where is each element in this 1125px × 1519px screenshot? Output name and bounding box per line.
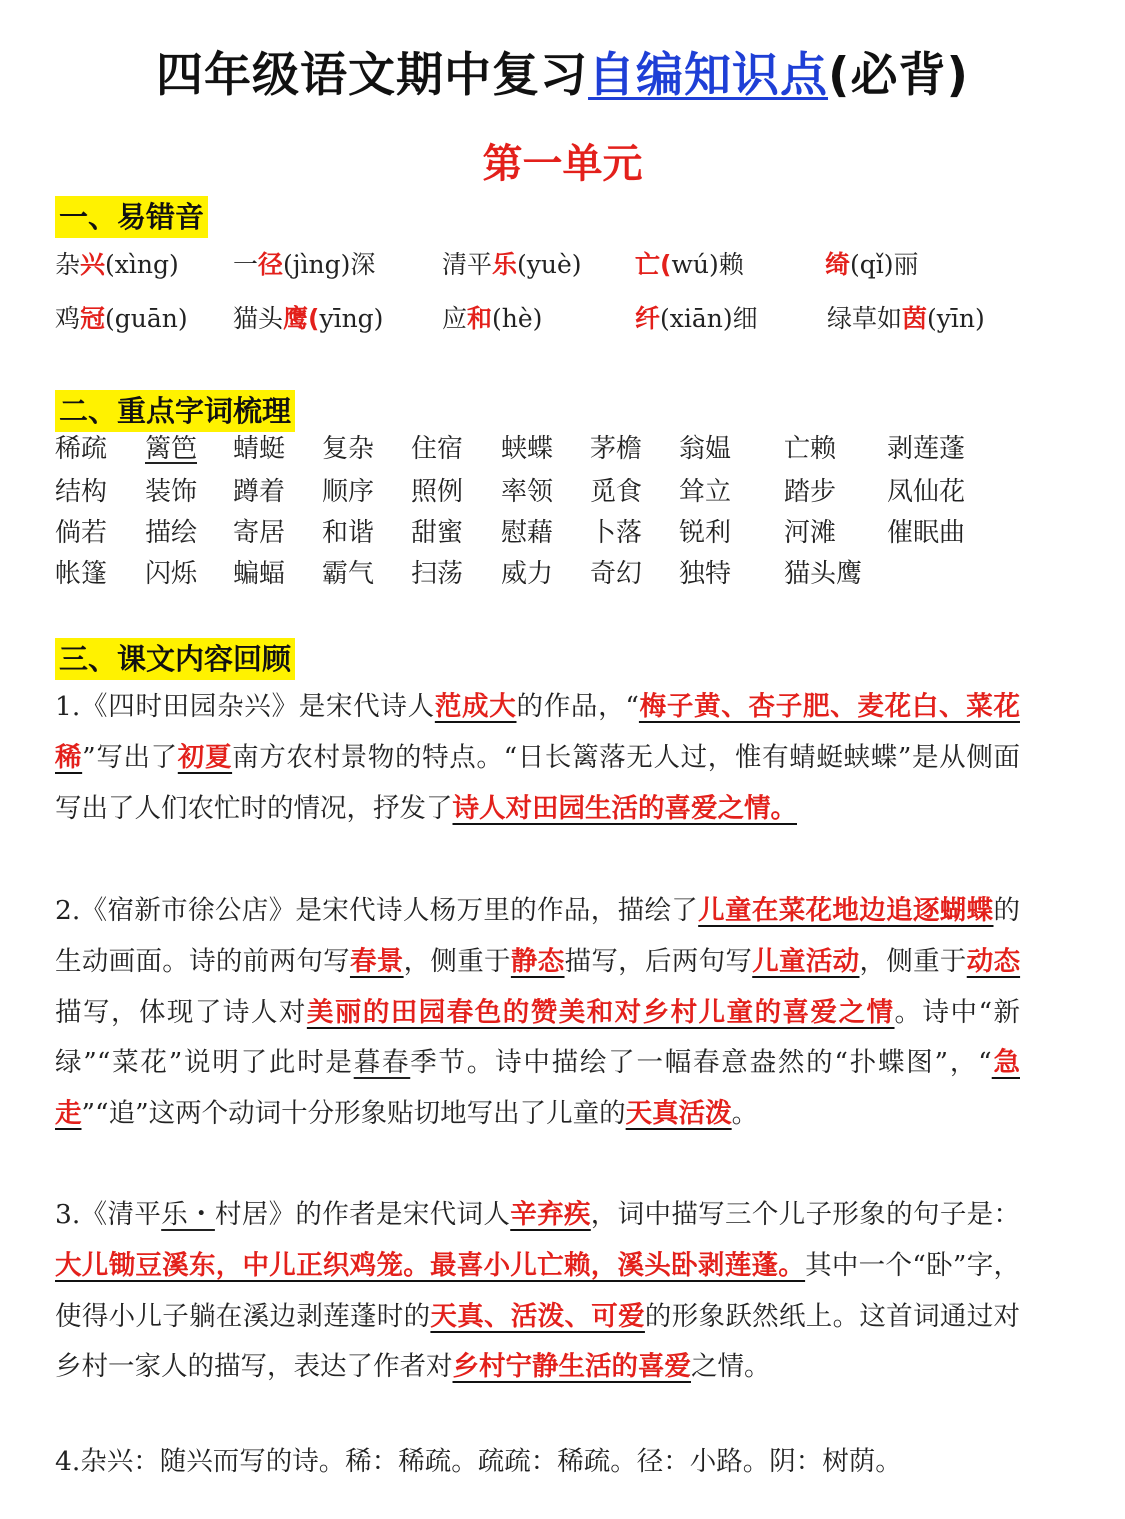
section-heading-review: 三、课文内容回顾 bbox=[55, 638, 295, 680]
vocabulary-word: 霸气 bbox=[322, 559, 375, 589]
vocabulary-word: 凤仙花 bbox=[887, 477, 966, 507]
unit-heading: 第一单元 bbox=[482, 141, 643, 187]
page-title bbox=[0, 38, 1125, 105]
vocabulary-word: 翁媪 bbox=[679, 434, 732, 464]
pronunciation-item: 杂兴(xìng) bbox=[55, 250, 179, 279]
vocabulary-word: 蜻蜓 bbox=[233, 434, 286, 464]
vocabulary-word: 倘若 bbox=[55, 518, 108, 548]
vocabulary-word: 描绘 bbox=[145, 518, 198, 548]
review-paragraph-2: 2.《宿新市徐公店》是宋代诗人杨万里的作品，描绘了儿童在菜花地边追逐蝴蝶的生动画面。诗的前两句写春景，侧重于静态描写，后两句写儿童活动，侧重于动态描写，体现了诗人对美丽的田园春色的赞美和对乡村儿童的喜爱之情。诗中“新绿”“菜花”说明了此时是暮春季节。诗中描绘了一幅春意盎然的“扑蝶图”，“急走”“追”这两个动词十分形象贴切地写出了儿童的天真活泼。 bbox=[55, 895, 1021, 1130]
vocabulary-word: 觅食 bbox=[590, 477, 643, 507]
vocabulary-word: 扫荡 bbox=[411, 559, 464, 589]
pronunciation-item: 清平乐(yuè) bbox=[442, 250, 582, 279]
vocabulary-word: 茅檐 bbox=[590, 434, 643, 464]
pronunciation-item: 猫头鹰(yīng) bbox=[233, 304, 384, 333]
vocabulary-word: 河滩 bbox=[784, 518, 837, 548]
pronunciation-item: 亡(wú)赖 bbox=[635, 250, 744, 279]
vocabulary-word: 稀疏 bbox=[55, 434, 108, 464]
pronunciation-item: 绿草如茵(yīn) bbox=[827, 304, 985, 333]
vocabulary-word: 踏步 bbox=[784, 477, 837, 507]
vocabulary-word: 闪烁 bbox=[145, 559, 198, 589]
vocabulary-word: 蹲着 bbox=[233, 477, 286, 507]
vocabulary-word: 催眠曲 bbox=[887, 518, 966, 548]
vocabulary-word: 率领 bbox=[501, 477, 554, 507]
vocabulary-word: 蛱蝶 bbox=[501, 434, 554, 464]
section-heading-pronunciation: 一、易错音 bbox=[55, 196, 208, 238]
vocabulary-word: 慰藉 bbox=[501, 518, 554, 548]
vocabulary-word: 卜落 bbox=[590, 518, 643, 548]
pronunciation-item: 纤(xiān)细 bbox=[635, 304, 758, 333]
vocabulary-word: 装饰 bbox=[145, 477, 198, 507]
vocabulary-word: 剥莲蓬 bbox=[887, 434, 966, 464]
vocabulary-word: 结构 bbox=[55, 477, 108, 507]
vocabulary-word: 亡赖 bbox=[784, 434, 837, 464]
review-paragraph-3: 3.《清平乐・村居》的作者是宋代词人辛弃疾，词中描写三个儿子形象的句子是：大儿锄豆溪东，中儿正织鸡笼。最喜小儿亡赖，溪头卧剥莲蓬。其中一个“卧”字，使得小儿子躺在溪边剥莲蓬时的天真、活泼、可爱的形象跃然纸上。这首词通过对乡村一家人的描写，表达了作者对乡村宁静生活的喜爱之情。 bbox=[55, 1199, 1021, 1383]
vocabulary-word: 寄居 bbox=[233, 518, 286, 548]
title-main: 四年级语文期中复习 bbox=[156, 48, 589, 103]
vocabulary-word: 照例 bbox=[411, 477, 464, 507]
vocabulary-word: 甜蜜 bbox=[411, 518, 464, 548]
vocabulary-word: 复杂 bbox=[322, 434, 375, 464]
pronunciation-item: 绮(qǐ)丽 bbox=[825, 250, 919, 279]
section-heading-vocabulary: 二、重点字词梳理 bbox=[55, 390, 295, 432]
vocabulary-word: 奇幻 bbox=[590, 559, 643, 589]
vocabulary-word: 蝙蝠 bbox=[233, 559, 286, 589]
title-tail: (必背) bbox=[828, 48, 969, 103]
vocabulary-word: 锐利 bbox=[679, 518, 732, 548]
vocabulary-word: 威力 bbox=[501, 559, 554, 589]
pronunciation-item: 应和(hè) bbox=[442, 304, 543, 333]
vocabulary-word: 耸立 bbox=[679, 477, 732, 507]
vocabulary-word: 篱笆 bbox=[145, 434, 198, 464]
pronunciation-item: 一径(jìng)深 bbox=[233, 250, 376, 279]
review-paragraph-4: 4.杂兴：随兴而写的诗。稀：稀疏。疏疏：稀疏。径：小路。阴：树荫。 bbox=[55, 1446, 902, 1477]
vocabulary-word: 猫头鹰 bbox=[784, 559, 863, 589]
pronunciation-item: 鸡冠(guān) bbox=[55, 304, 188, 333]
vocabulary-word: 和谐 bbox=[322, 518, 375, 548]
vocabulary-word: 顺序 bbox=[322, 477, 375, 507]
vocabulary-word: 独特 bbox=[679, 559, 732, 589]
vocabulary-word: 住宿 bbox=[411, 434, 464, 464]
vocabulary-word: 帐篷 bbox=[55, 559, 108, 589]
review-paragraph-1: 1.《四时田园杂兴》是宋代诗人范成大的作品，“梅子黄、杏子肥、麦花白、菜花稀”写出了初夏南方农村景物的特点。“日长篱落无人过，惟有蜻蜓蛱蝶”是从侧面写出了人们农忙时的情况，抒发了诗人对田园生活的喜爱之情。 bbox=[55, 691, 1020, 824]
title-highlight: 自编知识点 bbox=[588, 48, 829, 103]
